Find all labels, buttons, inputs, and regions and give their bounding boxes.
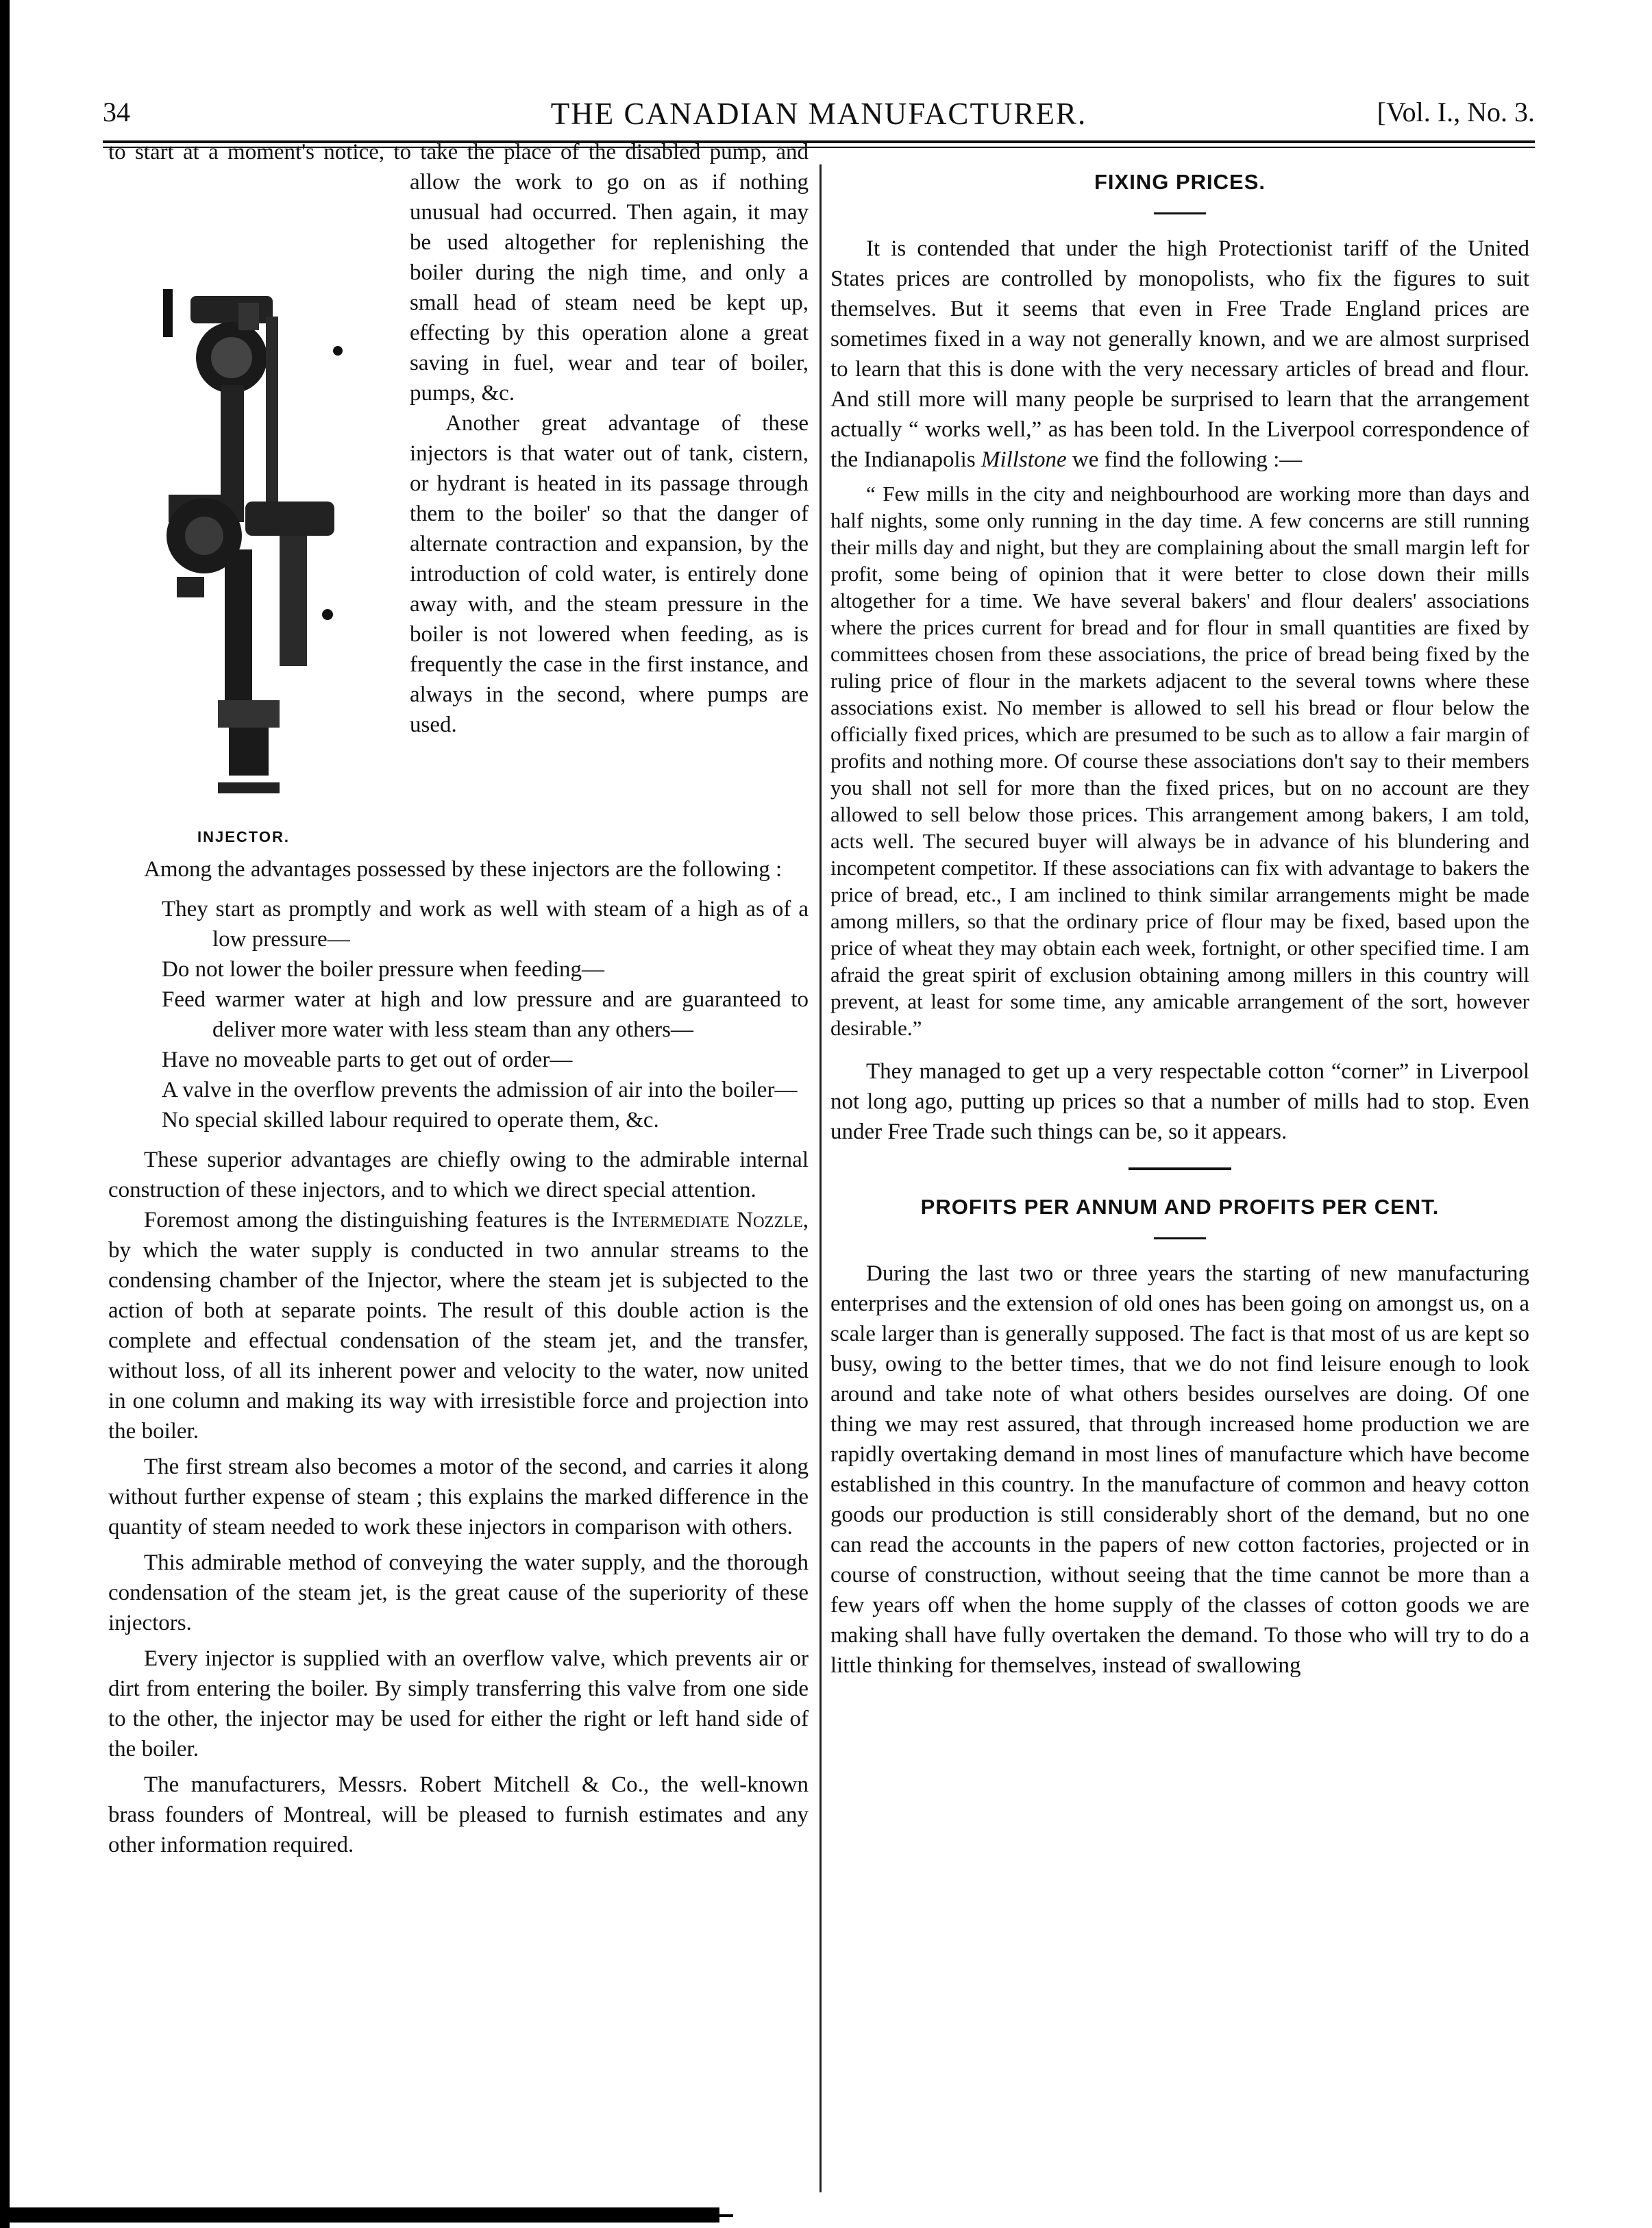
heading-profits: PROFITS PER ANNUM AND PROFITS PER CENT.: [920, 1195, 1440, 1219]
paragraph-advantage-heating: Another great advantage of these injectors is that water out of tank, cistern, or hydrant is heated in its passage through them to the boiler' so that the danger of alternate contraction and expansion, by the introduction of cold water, is entirely done away with, and the steam pressure in the boiler is not lowered when feeding, as is frequently the case in the first instance, and always in the second, where pumps are used.: [410, 411, 809, 737]
heading-fixing-prices: FIXING PRICES.: [1094, 170, 1266, 194]
scan-edge-bottom: [0, 2207, 719, 2223]
paragraph-first-stream: The first stream also becomes a motor of the second, and carries it along without further expense of steam ; this explains the marked difference in the quantity of steam needed to work these injectors in comparison with others.: [108, 1455, 809, 1539]
paragraph-advantages-intro: Among the advantages possessed by these injectors are the following :: [144, 857, 782, 882]
volume-number: [Vol. I., No. 3.: [1377, 97, 1535, 127]
injector-figure: [108, 227, 396, 854]
page-number: 34: [103, 97, 130, 127]
paragraph-every-injector: Every injector is supplied with an overflow valve, which prevents air or dirt from entering the boiler. By simply transferring this valve from one side to the other, the injector may be used for either the right or left hand side of the boiler.: [108, 1646, 809, 1761]
column-divider: [819, 164, 822, 2192]
heading-rule: [1154, 212, 1206, 214]
list-item: Feed warmer water at high and low pressure and are guaranteed to deliver more water with less steam than any others—: [162, 987, 809, 1042]
contended-text-a: It is contended that under the high Protectionist tariff of the United States prices are controlled by monopolists, who fix the figures to suit themselves. But it seems that even in Free Trade England prices are sometimes fixed in a way not generally known, and we are almost surprised to learn that this is done with the very necessary articles of bread and flour. And still more will many people be surprised to learn that the arrangement actually “ works well,” as has been told. In the Liverpool correspondence of the Indianapolis: [830, 236, 1529, 472]
foremost-text-b: , by which the water supply is conducted in two annular streams to the condensing chamber of the Injector, where the steam jet is subjected to the action of both at separate points. The result of this double action is the complete and effectual condensation of the steam jet, and the transfer, without loss, of all its inherent power and velocity to the water, now united in one column and making its way with irresistible force and projection into the boiler.: [108, 1208, 809, 1444]
list-item: Do not lower the boiler pressure when feeding—: [162, 957, 605, 982]
list-item: No special skilled labour required to operate them, &c.: [162, 1108, 659, 1132]
paragraph-superior: These superior advantages are chiefly owing to the admirable internal construction of these injectors, and to which we direct special attention.: [108, 1148, 809, 1202]
paragraph-profits: During the last two or three years the starting of new manufacturing enterprises and the extension of old ones has been going on amongst us, on a scale larger than is generally supposed. The fact is that most of us are kept so busy, owing to the better times, that we do not find leisure enough to look around and take note of what others besides ourselves are doing. Of one thing we may rest assured, that through increased home production we are rapidly overtaking demand in most lines of manufacture which have become established in this country. In the manufacture of common and heavy cotton goods our production is still considerably short of the demand, but no one can read the accounts in the papers of new cotton factories, projected or in course of construction, without seeing that the time cannot be more than a few years off when the home supply of the classes of cotton goods we are making shall have fully overtaken the demand. To those who will try to do a little thinking for themselves, instead of swallowing: [830, 1261, 1529, 1678]
advantages-list: [162, 894, 809, 1135]
list-item: They start as promptly and work as well with steam of a high as of a low pressure—: [162, 897, 809, 952]
intermediate-nozzle-term: Intermediate Nozzle: [611, 1208, 803, 1233]
heading-rule: [1154, 1237, 1206, 1239]
paragraph-contended: [830, 234, 1529, 475]
quotation-liverpool: “ Few mills in the city and neighbourhood are working more than days and half nights, some only running in the day time. A few concerns are still running their mills day and night, but they are complaining about the small margin left for profit, some being of opinion that it were better to close down their mills altogether for a time. We have several bakers' and flour dealers' associations where the prices current for bread and for flour in small quantities are fixed by committees chosen from these associations, the price of bread being fixed by the ruling price of flour in the markets adjacent to the several towns where these associations exist. No member is allowed to sell his bread or flour below the officially fixed prices, which are presumed to be such as to allow a fair margin of profits and nothing more. Of course these associations don't say to their members you shall not sell for more than the fixed prices, but on no account are they allowed to sell below those prices. This arrangement among bakers, I am told, acts well. The secured buyer will always be in advance of his blundering and incompetent competitor. If these associations can fix with advantage to bakers the price of bread, etc., I am inclined to think similar arrangements might be made among millers, so that the ordinary price of flour may be fixed, based upon the price of wheat they may obtain each week, fortnight, or other specified time. I am afraid the great spirit of exclusion obtaining among millers in this country will prevent, at least for some time, any amicable arrangement of the sort, however desirable.”: [830, 482, 1529, 1040]
injector-illustration: [163, 275, 369, 810]
foremost-text-a: Foremost among the distinguishing features is the: [144, 1208, 604, 1233]
contended-text-b: we find the following :—: [1072, 447, 1303, 472]
left-column: [108, 140, 809, 1860]
scan-edge-left: [0, 0, 10, 2228]
paragraph-cotton-corner: They managed to get up a very respectable cotton “corner” in Liverpool not long ago, putting up prices so that a number of mills had to stop. Even under Free Trade such things can be, so it appears.: [830, 1059, 1529, 1144]
list-item: A valve in the overflow prevents the admission of air into the boiler—: [162, 1078, 798, 1102]
journal-title: THE CANADIAN MANUFACTURER.: [550, 97, 1087, 131]
scan-mark: [719, 2214, 733, 2217]
right-column: [830, 167, 1529, 1681]
figure-caption: INJECTOR.: [197, 828, 290, 845]
page-header: [103, 96, 1535, 137]
paragraph-manufacturers: The manufacturers, Messrs. Robert Mitchell & Co., the well-known brass founders of Montreal, will be pleased to furnish estimates and any other information required.: [108, 1772, 809, 1857]
paragraph-admirable: This admirable method of conveying the water supply, and the thorough condensation of the steam jet, is the great cause of the superiority of these injectors.: [108, 1550, 809, 1635]
list-item: Have no moveable parts to get out of order—: [162, 1048, 573, 1072]
section-separator: [1129, 1167, 1231, 1170]
millstone-title: Millstone: [981, 447, 1067, 472]
paragraph-foremost: [108, 1205, 809, 1446]
paragraph-replenishing: to start at a moment's notice, to take the place of the disabled pump, and allow the work to go on as if nothing unusual had occurred. Then again, it may be used altogether for replenishing the boiler during the nigh time, and only a small head of steam need be kept up, effecting by this operation alone a great saving in fuel, wear and tear of boiler, pumps, &c.: [108, 140, 809, 406]
